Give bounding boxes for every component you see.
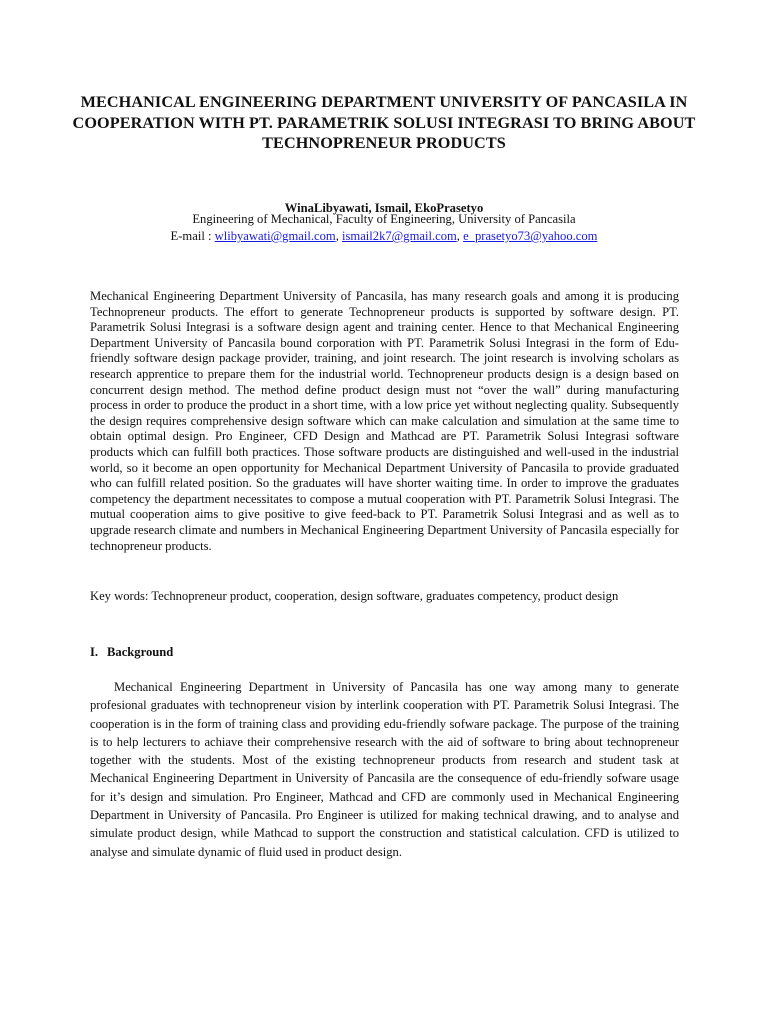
section-number: I. [90, 645, 99, 659]
abstract-paragraph: Mechanical Engineering Department University of Pancasila, has many research goals and among it is producing Technopreneur products. The effort to generate Technopreneur products is supported by software design. PT. Parametrik Solusi Integrasi is a software design agent and training center. Hence to that Mechanical Engineering Department University of Pancasila bound corporation with PT. Parametrik Solusi Integrasi in the form of Edu-friendly software design package provider, training, and joint research. The joint research is involving scholars as research apprentice to prepare them for the industrial world. Technopreneur products design is a design based on concurrent design method. The method define product design must not “over the wall” during manufacturing process in order to produce the product in a short time, with a low price yet without neglecting quality. Subsequently the design requires comprehensive design software which can make calculation and simulation at the same time to obtain optimal design. Pro Engineer, CFD Design and Mathcad are PT. Parametrik Solusi Integrasi software products which can fulfill both practices. Those software products are distinguished and well-used in the industrial world, so it become an open opportunity for Mechanical Department University of Pancasila to provide graduated who can fulfill related position. So the graduates will have shorter waiting time. In order to improve the graduates competency the department necessitates to compose a mutual cooperation with PT. Parametrik Solusi Integrasi. The mutual cooperation aims to give positive to give feed-back to PT. Parametrik Solusi Integrasi and as well as to upgrade research climate and numbers in Mechanical Engineering Department University of Pancasila especially for technopreneur products. [90, 289, 679, 553]
keywords-line: Key words: Technopreneur product, cooperation, design software, graduates competency, product design [90, 589, 619, 603]
email-link-3[interactable]: e_prasetyo73@yahoo.com [463, 229, 598, 243]
email-separator: , [456, 229, 464, 243]
section-title: Background [107, 645, 174, 659]
paper-affiliation: Engineering of Mechanical, Faculty of Engineering, University of Pancasila [192, 212, 576, 226]
email-link-1[interactable]: wlibyawati@gmail.com [214, 229, 336, 243]
paper-title: MECHANICAL ENGINEERING DEPARTMENT UNIVERSITY OF PANCASILA IN COOPERATION WITH PT. PARAMETRIK SOLUSI INTEGRASI TO BRING ABOUT TECHNOPRENEUR PRODUCTS [72, 93, 696, 152]
email-label: E-mail : [170, 229, 215, 243]
paper-authors: WinaLibyawati, Ismail, EkoPrasetyo [284, 201, 484, 215]
email-separator: , [335, 229, 342, 243]
section-heading-background [90, 644, 173, 660]
background-paragraph: Mechanical Engineering Department in University of Pancasila has one way among many to generate profesional graduates with technopreneur vision by interlink cooperation with PT. Parametrik Solusi Integrasi. The cooperation is in the form of training class and providing edu-friendly sofware package. The purpose of the training is to help lecturers to achiave their comprehensive research with the aid of software to bring about technopreneur together with the students. Most of the existing technopreneur products from research and student task at Mechanical Engineering Department in University of Pancasila are the consequence of edu-friendly sofware usage for it’s design and simulation. Pro Engineer, Mathcad and CFD are commonly used in Mechanical Engineering Department in University of Pancasila. Pro Engineer is utilized for making technical drawing, and to analyse and simulate product design, while Mathcad to support the construction and statistical calculation. CFD is utilized to analyse and simulate dynamic of fluid used in product design. [90, 680, 679, 859]
email-link-2[interactable]: ismail2k7@gmail.com [342, 229, 457, 243]
paper-email-line [60, 228, 708, 244]
